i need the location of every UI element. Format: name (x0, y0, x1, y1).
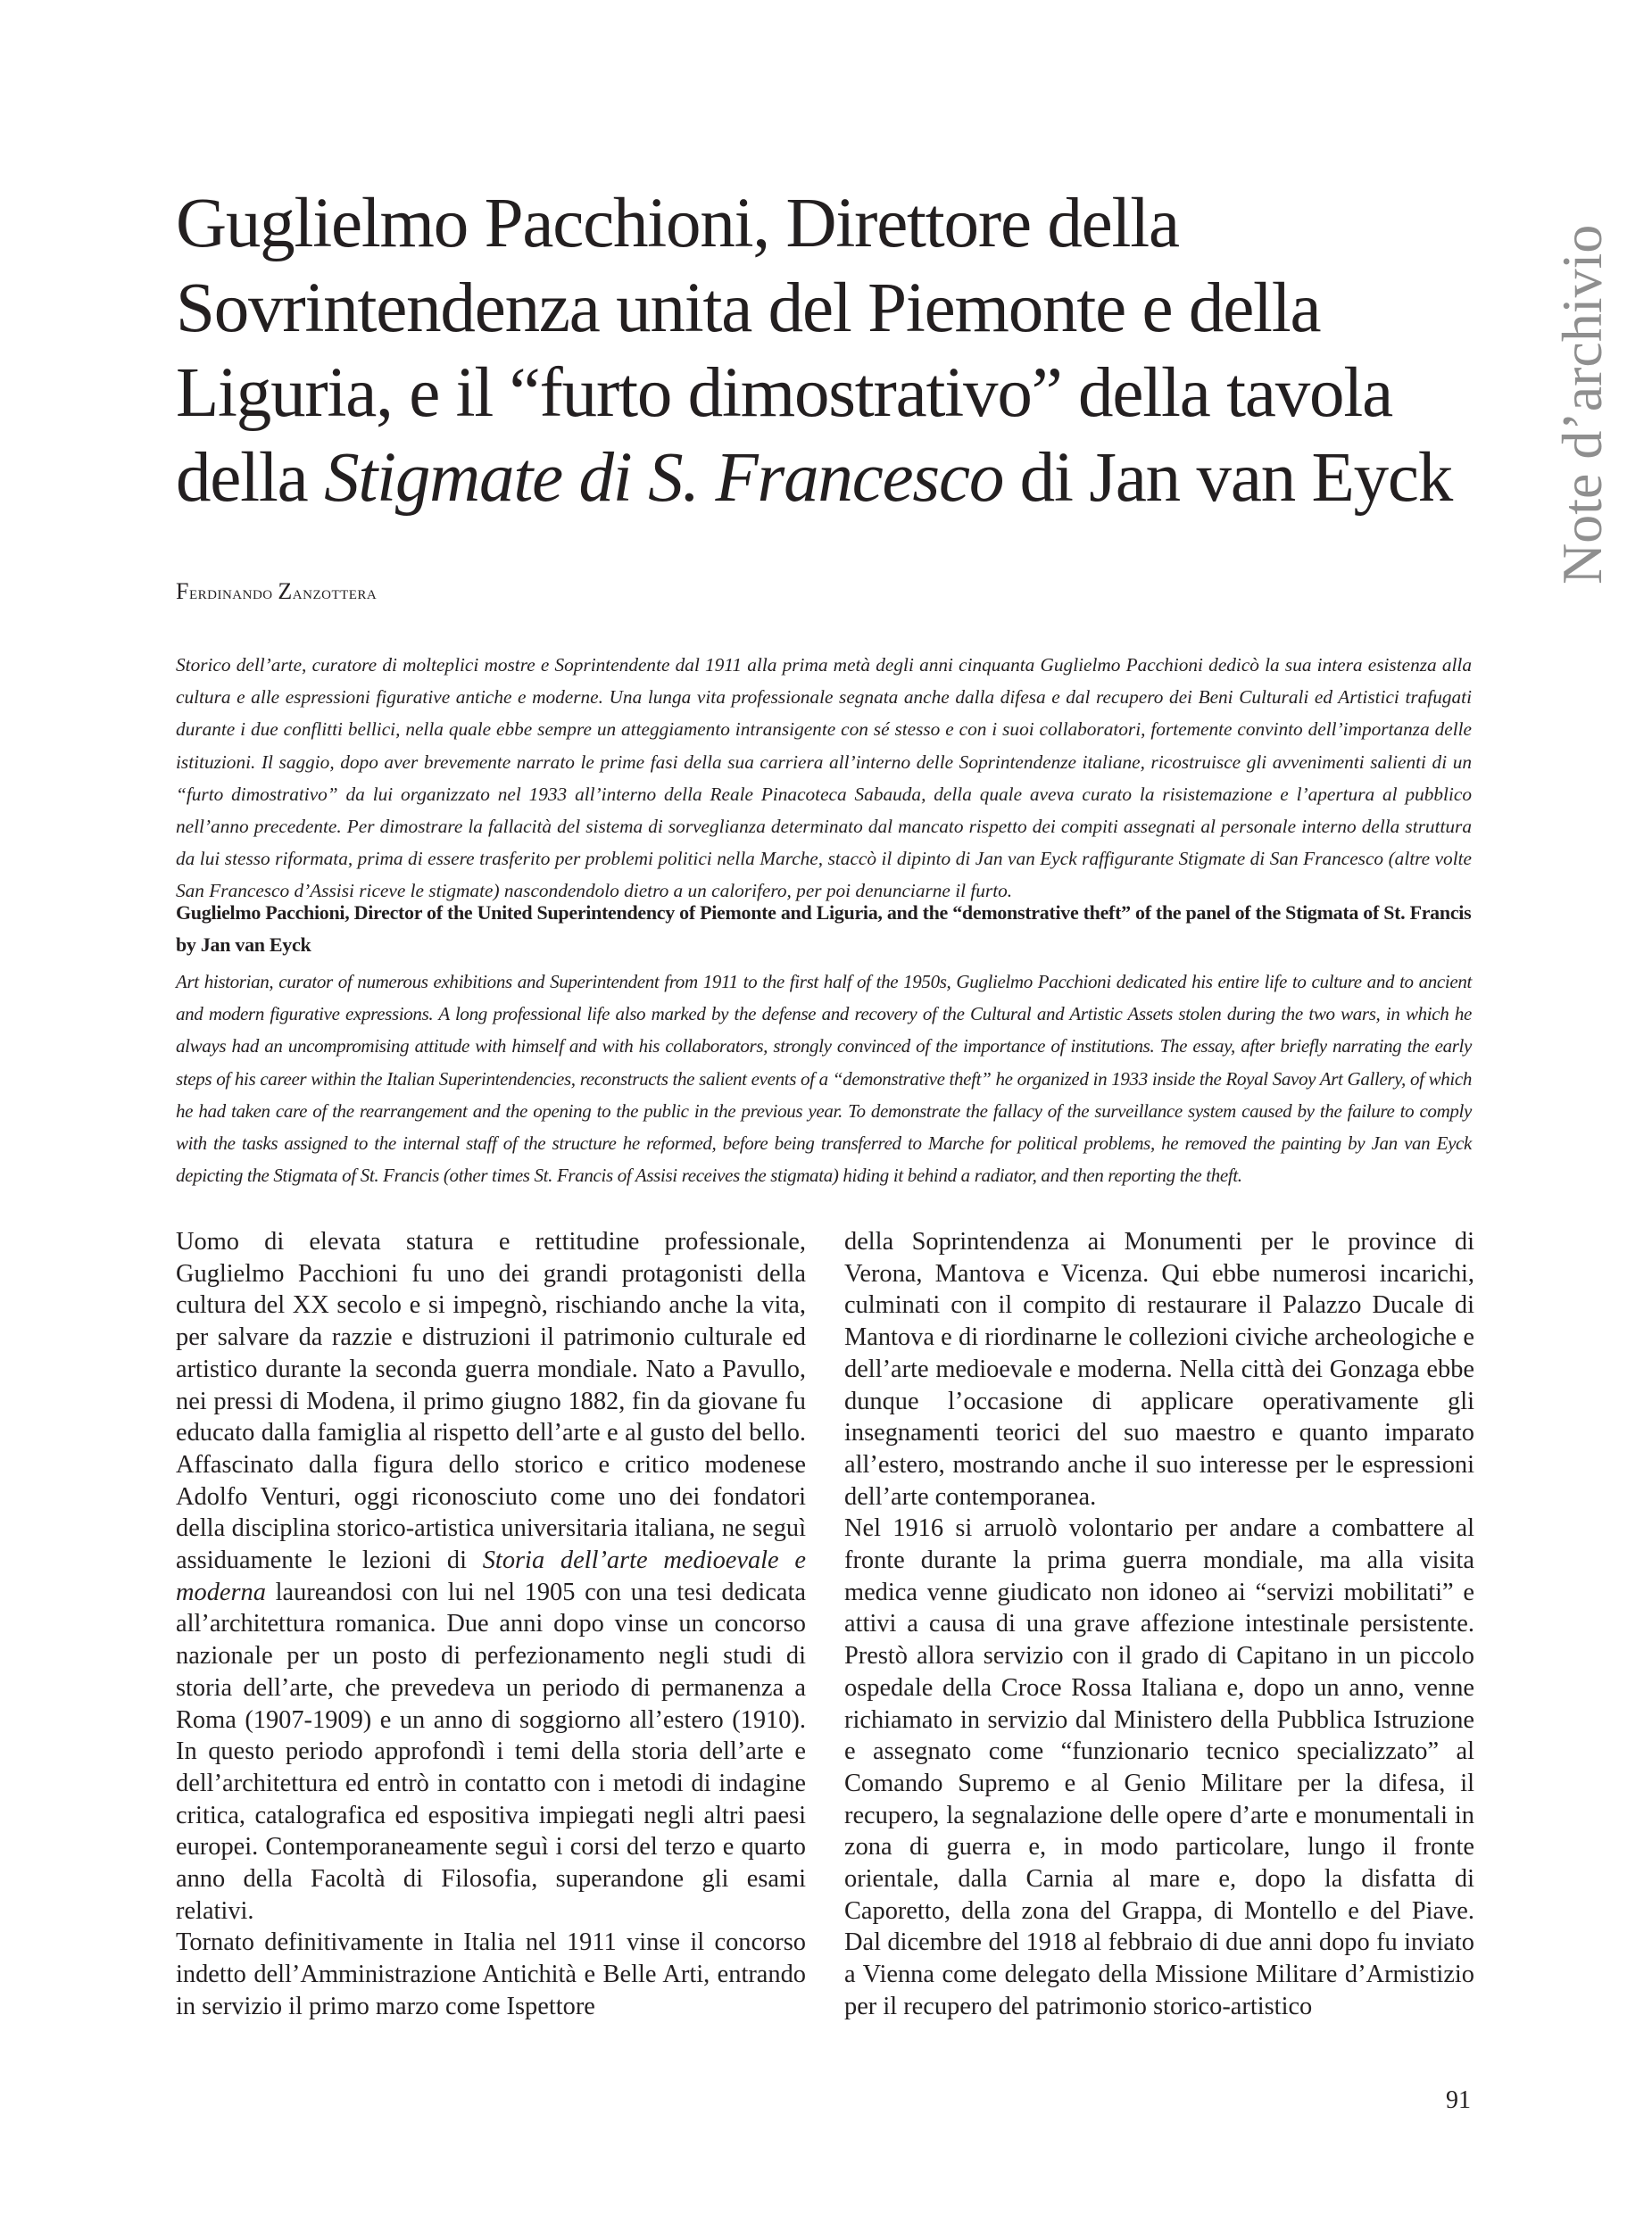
body-text: Uomo di elevata statura e rettitudine professionale, Guglielmo Pacchioni fu uno dei grandi protagonisti della cultura del XX secolo e si impegnò, rischiando anche la vita, per salvare da razzie e distruzioni il patrimonio culturale ed artistico durante la seconda guerra mondiale. Nato a Pavullo, nei pressi di Modena, il primo giugno 1882, fin da giovane fu educato dalla famiglia al rispetto dell’arte e al gusto del bello. Affascinato dalla figura dello storico e critico modenese Adolfo Venturi, oggi riconosciuto come uno dei fondatori della disciplina storico-artistica universitaria italiana, ne seguì assiduamente le lezioni di (176, 1228, 806, 1575)
author-last-rest: anzottera (292, 582, 378, 603)
article-title (176, 181, 1479, 520)
english-title: Guglielmo Pacchioni, Director of the United Superintendency of Piemonte and Liguria, and the “demonstrative theft” of the panel of the Stigmata of St. Francis by Jan van Eyck (176, 901, 1472, 956)
body-paragraph: Tornato definitivamente in Italia nel 1911 vinse il concorso indetto dell’Amministrazione Antichità e Belle Arti, entrando in servizio il primo marzo come Ispettore (176, 1928, 806, 2020)
abstract-english: Art historian, curator of numerous exhibitions and Superintendent from 1911 to the first half of the 1950s, Guglielmo Pacchioni dedicated his entire life to culture and to ancient and modern figurative expressions. A long professional life also marked by the defense and recovery of the Cultural and Artistic Assets stolen during the two wars, in which he always had an uncompromising attitude with himself and with his collaborators, strongly convinced of the importance of institutions. The essay, after briefly narrating the early steps of his career within the Italian Superintendencies, reconstructs the salient events of a “demonstrative theft” he organized in 1933 inside the Royal Savoy Art Gallery, of which he had taken care of the rearrangement and the opening to the public in the previous year. To demonstrate the fallacy of the surveillance system caused by the failure to comply with the tasks assigned to the internal staff of the structure he reformed, before being transferred to Marche for political problems, he removed the painting by Jan van Eyck depicting the Stigmata of St. Francis (other times St. Francis of Assisi receives the stigmata) hiding it behind a radiator, and then reporting the theft. (176, 971, 1472, 1187)
author-name (176, 578, 377, 605)
section-side-label: Note d’archivio (1550, 224, 1614, 585)
page-number: 91 (1446, 2086, 1471, 2114)
body-column-left (176, 1226, 806, 2023)
title-text: Guglielmo Pacchioni, Direttore della Sovrintendenza unita del Piemonte e della Liguria, e il “furto dimostrativo” della tavola della (176, 185, 1392, 517)
author-first-initial: F (176, 578, 189, 604)
body-text: laureandosi con lui nel 1905 con una tesi dedicata all’architettura romanica. Due anni dopo vinse un concorso nazionale per un posto di perfezionamento negli studi di storia dell’arte, che prevedeva un periodo di permanenza a Roma (1907-1909) e un anno di soggiorno all’estero (1910). In questo periodo approfondì i temi della storia dell’arte e dell’architettura ed entrò in contatto con i metodi di indagine critica, catalografica ed espositiva impiegati negli altri paesi europei. Contemporaneamente seguì i corsi del terzo e quarto anno della Facoltà di Filosofia, superandone gli esami relativi. (176, 1578, 806, 1925)
title-italic-work: Stigmate di S. Francesco (324, 439, 1004, 517)
author-last-initial: Z (278, 578, 293, 604)
body-paragraph: Nel 1916 si arruolò volontario per andare a combattere al fronte durante la prima guerra mondiale, ma alla visita medica venne giudicato non idoneo ai “servizi mobilitati” e attivi a causa di una grave affezione intestinale persistente. Prestò allora servizio con il grado di Capitano in un piccolo ospedale della Croce Rossa Italiana e, dopo un anno, venne richiamato in servizio dal Ministero della Pubblica Istruzione e assegnato come “funzionario tecnico specializzato” al Comando Supremo e al Genio Militare per la difesa, il recupero, la segnalazione delle opere d’arte e monumentali in zona di guerra e, in modo particolare, lungo il fronte orientale, dalla Carnia al mare e, dopo la disfatta di Caporetto, della zona del Grappa, di Montello e del Piave. Dal dicembre del 1918 al febbraio di due anni dopo fu inviato a Vienna come delegato della Missione Militare d’Armistizio per il recupero del patrimonio storico-artistico (844, 1514, 1474, 2020)
author-first-rest: erdinando (188, 582, 273, 603)
abstract-italian: Storico dell’arte, curatore di molteplici mostre e Soprintendente dal 1911 alla prima metà degli anni cinquanta Guglielmo Pacchioni dedicò la sua intera esistenza alla cultura e alle espressioni figurative antiche e moderne. Una lunga vita professionale segnata anche dalla difesa e dal recupero dei Beni Culturali ed Artistici trafugati durante i due conflitti bellici, nella quale ebbe sempre un atteggiamento intransigente con sé stesso e con i suoi collaboratori, fortemente convinto dell’importanza delle istituzioni. Il saggio, dopo aver brevemente narrato le prime fasi della sua carriera all’interno delle Soprintendenze italiane, ricostruisce gli avvenimenti salienti di un “furto dimostrativo” da lui organizzato nel 1933 all’interno della Reale Pinacoteca Sabauda, della quale aveva curato la risistemazione e l’apertura al pubblico nell’anno precedente. Per dimostrare la fallacità del sistema di sorveglianza determinato dal mancato rispetto dei compiti assegnati al personale interno della struttura da lui stesso riformata, prima di essere trasferito per problemi politici nella Marche, staccò il dipinto di Jan van Eyck raffigurante Stigmate di San Francesco (altre volte San Francesco d’Assisi riceve le stigmate) nascondendolo dietro a un calorifero, per poi denunciarne il furto. (176, 654, 1472, 902)
body-paragraph (176, 1226, 806, 1927)
body-paragraph: della Soprintendenza ai Monumenti per le province di Verona, Mantova e Vicenza. Qui ebbe numerosi incarichi, culminati con il compito di restaurare il Palazzo Ducale di Mantova e di riordinarne le collezioni civiche archeologiche e dell’arte medioevale e moderna. Nella città dei Gonzaga ebbe dunque l’occasione di applicare operativamente gli insegnamenti teorici del suo maestro e quanto imparato all’estero, mostrando anche il suo interesse per le espressioni dell’arte contemporanea. (844, 1228, 1474, 1511)
course-title-italic: Storia dell’arte medioevale e moderna (176, 1546, 806, 1606)
title-text-end: di Jan van Eyck (1003, 439, 1453, 517)
body-column-right (844, 1226, 1474, 2023)
